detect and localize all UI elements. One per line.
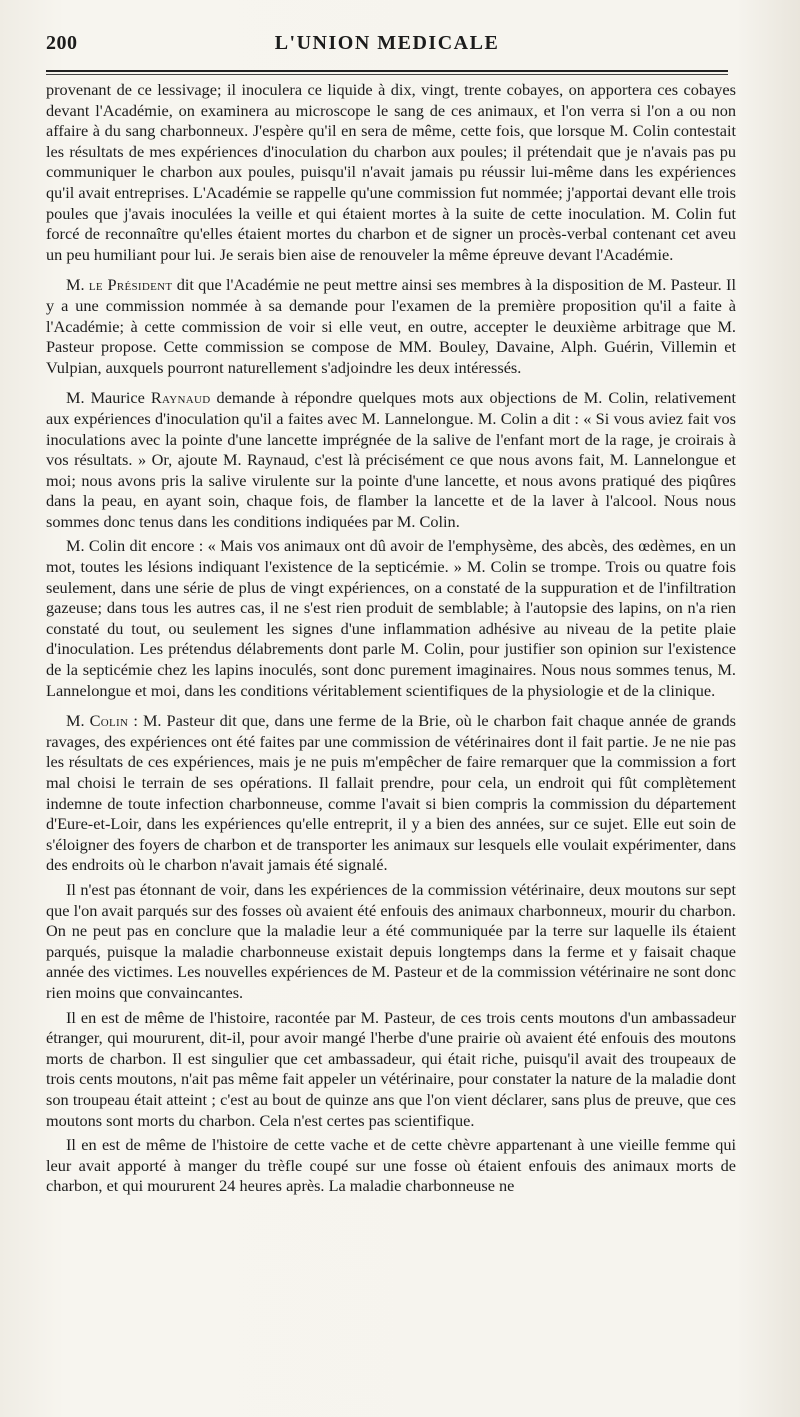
speaker-name: Raynaud xyxy=(150,388,211,408)
speaker-prefix: M. xyxy=(66,711,90,731)
speaker-prefix: M. Maurice xyxy=(66,388,151,408)
speaker-name: le Président xyxy=(88,275,173,295)
paragraph-text: Il en est de même de l'histoire, racontée par M. Pasteur, de ces trois cents moutons d'un ambassadeur étranger, qui moururent, dit-il, pour avoir mangé l'herbe d'une prairie où avaient été enfouis des moutons morts de charbon. Il est singulier que cet ambassadeur, qui était riche, puisqu'il avait des troupeaux de trois cents moutons, n'ait pas même fait appeler un vétérinaire, pour constater la nature de la maladie dont son troupeau était atteint ; c'est au bout de quinze ans que l'on vient déclarer, sans plus de preuve, que ces moutons sont morts du charbon. Cela n'est certes pas scientifique. xyxy=(46,1007,736,1130)
paragraph-text: provenant de ce lessivage; il inoculera ce liquide à dix, vingt, trente cobayes, on apportera ces cobayes devant l'Académie, on examinera au microscope le sang de ces animaux, et l'on verra si l'on a ou non affaire à du sang charbonneux. J'espère qu'il en sera de même, cette fois, que lorsque M. Colin contestait les résultats de mes expériences d'inoculation du charbon aux poules; il prétendait que je n'avais pas pu communiquer le charbon aux poules, puisqu'il n'avait jamais pu réussir lui-même dans les expériences qu'il avait entreprises. L'Académie se rappelle qu'une commission fut nommée; j'apportai devant elle trois poules que j'avais inoculées la veille et qui étaient mortes à la suite de cette inoculation. M. Colin fut forcé de reconnaître qu'elles étaient mortes du charbon et de signer un procès-verbal contenant cet aveu un peu humiliant pour lui. Je serais bien aise de renouveler la même épreuve devant l'Académie. xyxy=(46,80,736,264)
paragraph-text: dit que l'Académie ne peut mettre ainsi ses membres à la disposition de M. Pasteur. Il y a une commission nommée à sa demande pour l'examen de la première proposition qu'il a faite à l'Académie; à cette commission de voir si elle veut, en outre, accepter le deuxième arbitrage que M. Pasteur propose. Cette commission se compose de MM. Bouley, Davaine, Alph. Guérin, Villemin et Vulpian, auxquels pourront naturellement s'adjoindre les deux intéressés. xyxy=(46,275,736,377)
paragraph xyxy=(46,1008,736,1132)
paragraph xyxy=(46,880,736,1004)
speaker-prefix: M. xyxy=(66,275,89,295)
page-number: 200 xyxy=(46,32,78,54)
header-rule xyxy=(46,70,728,75)
paragraph xyxy=(46,388,736,532)
paragraph-text: : M. Pasteur dit que, dans une ferme de la Brie, où le charbon fait chaque année de grands ravages, des expériences ont été faites par une commission de vétérinaires dont il fait partie. Je ne nie pas les résultats de ces expériences, mais je ne puis m'empêcher de faire remarquer que la commission a fort mal choisi le terrain de ses opérations. Il fallait prendre, pour cela, un endroit qui fût complètement indemne de toute infection charbonneuse, comme l'avait si bien compris la commission du département d'Eure-et-Loir, dans les expériences qu'elle entreprit, il y a bien des années, sur ce sujet. Elle eut soin de s'éloigner des foyers de charbon et de transporter les animaux sur lesquels elle voulait expérimenter, dans des endroits où le charbon n'avait jamais été signalé. xyxy=(46,711,736,875)
paragraph-text: Il en est de même de l'histoire de cette vache et de cette chèvre appartenant à une vieille femme qui leur avait apporté à manger du trèfle coupé sur une fosse où étaient enfouis des animaux morts de charbon, et qui moururent 24 heures après. La maladie charbonneuse ne xyxy=(46,1135,736,1196)
speaker-name: Colin xyxy=(89,711,129,731)
paragraph xyxy=(46,80,736,265)
paragraph-text: M. Colin dit encore : « Mais vos animaux ont dû avoir de l'emphysème, des abcès, des œdèmes, en un mot, toutes les lésions indiquant l'existence de la septicémie. » M. Colin se trompe. Trois ou quatre fois seulement, dans une série de plus de vingt expériences, on a constaté de la suppuration et de l'infiltration gazeuse; dans tous les autres cas, il ne s'est rien produit de semblable; à l'autopsie des lapins, on n'a rien constaté du tout, ou seulement les signes d'une inflammation adhésive au niveau de la petite plaie d'inoculation. Les prétendus délabrements dont parle M. Colin, pour justifier son opinion sur l'existence de la septicémie chez les lapins inoculés, sont donc purement imaginaires. Nous nous sommes tenus, M. Lannelongue et moi, dans les conditions véritablement scientifiques de la physiologie et de la clinique. xyxy=(46,536,736,700)
paragraph-text: Il n'est pas étonnant de voir, dans les expériences de la commission vétérinaire, deux moutons sur sept que l'on avait parqués sur des fosses où avaient été enfouis des animaux charbonneux, mourir du charbon. On ne peut pas en conclure que la maladie leur a été communiquée par la terre sur laquelle ils étaient parqués, puisque la maladie charbonneuse existait depuis longtemps dans la ferme et y faisait chaque année des victimes. Les nouvelles expériences de M. Pasteur et de la commission vétérinaire ne sont donc rien moins que convaincantes. xyxy=(46,879,736,1002)
paragraph-text: demande à répondre quelques mots aux objections de M. Colin, relativement aux expériences d'inoculation qu'il a faites avec M. Lannelongue. M. Colin a dit : « Si vous aviez fait vos inoculations avec la pointe d'une lancette imprégnée de la salive de l'enfant mort de la rage, je croirais à vos résultats. » Or, ajoute M. Raynaud, c'est là précisément ce que nous avons fait, M. Lannelongue et moi; nous avons pris la salive virulente sur la pointe d'une lancette, et nous avons pratiqué des piqûres dans la peau, en ayant soin, chaque fois, de flamber la lancette et de la laver à l'alcool. Nous nous sommes donc tenus dans les conditions indiquées par M. Colin. xyxy=(46,388,736,531)
running-title: L'UNION MEDICALE xyxy=(274,32,500,54)
paragraph xyxy=(46,536,736,701)
paragraph xyxy=(46,711,736,876)
article-body xyxy=(46,80,736,1201)
page-header xyxy=(46,32,728,62)
paragraph xyxy=(46,1135,736,1197)
paragraph xyxy=(46,275,736,378)
